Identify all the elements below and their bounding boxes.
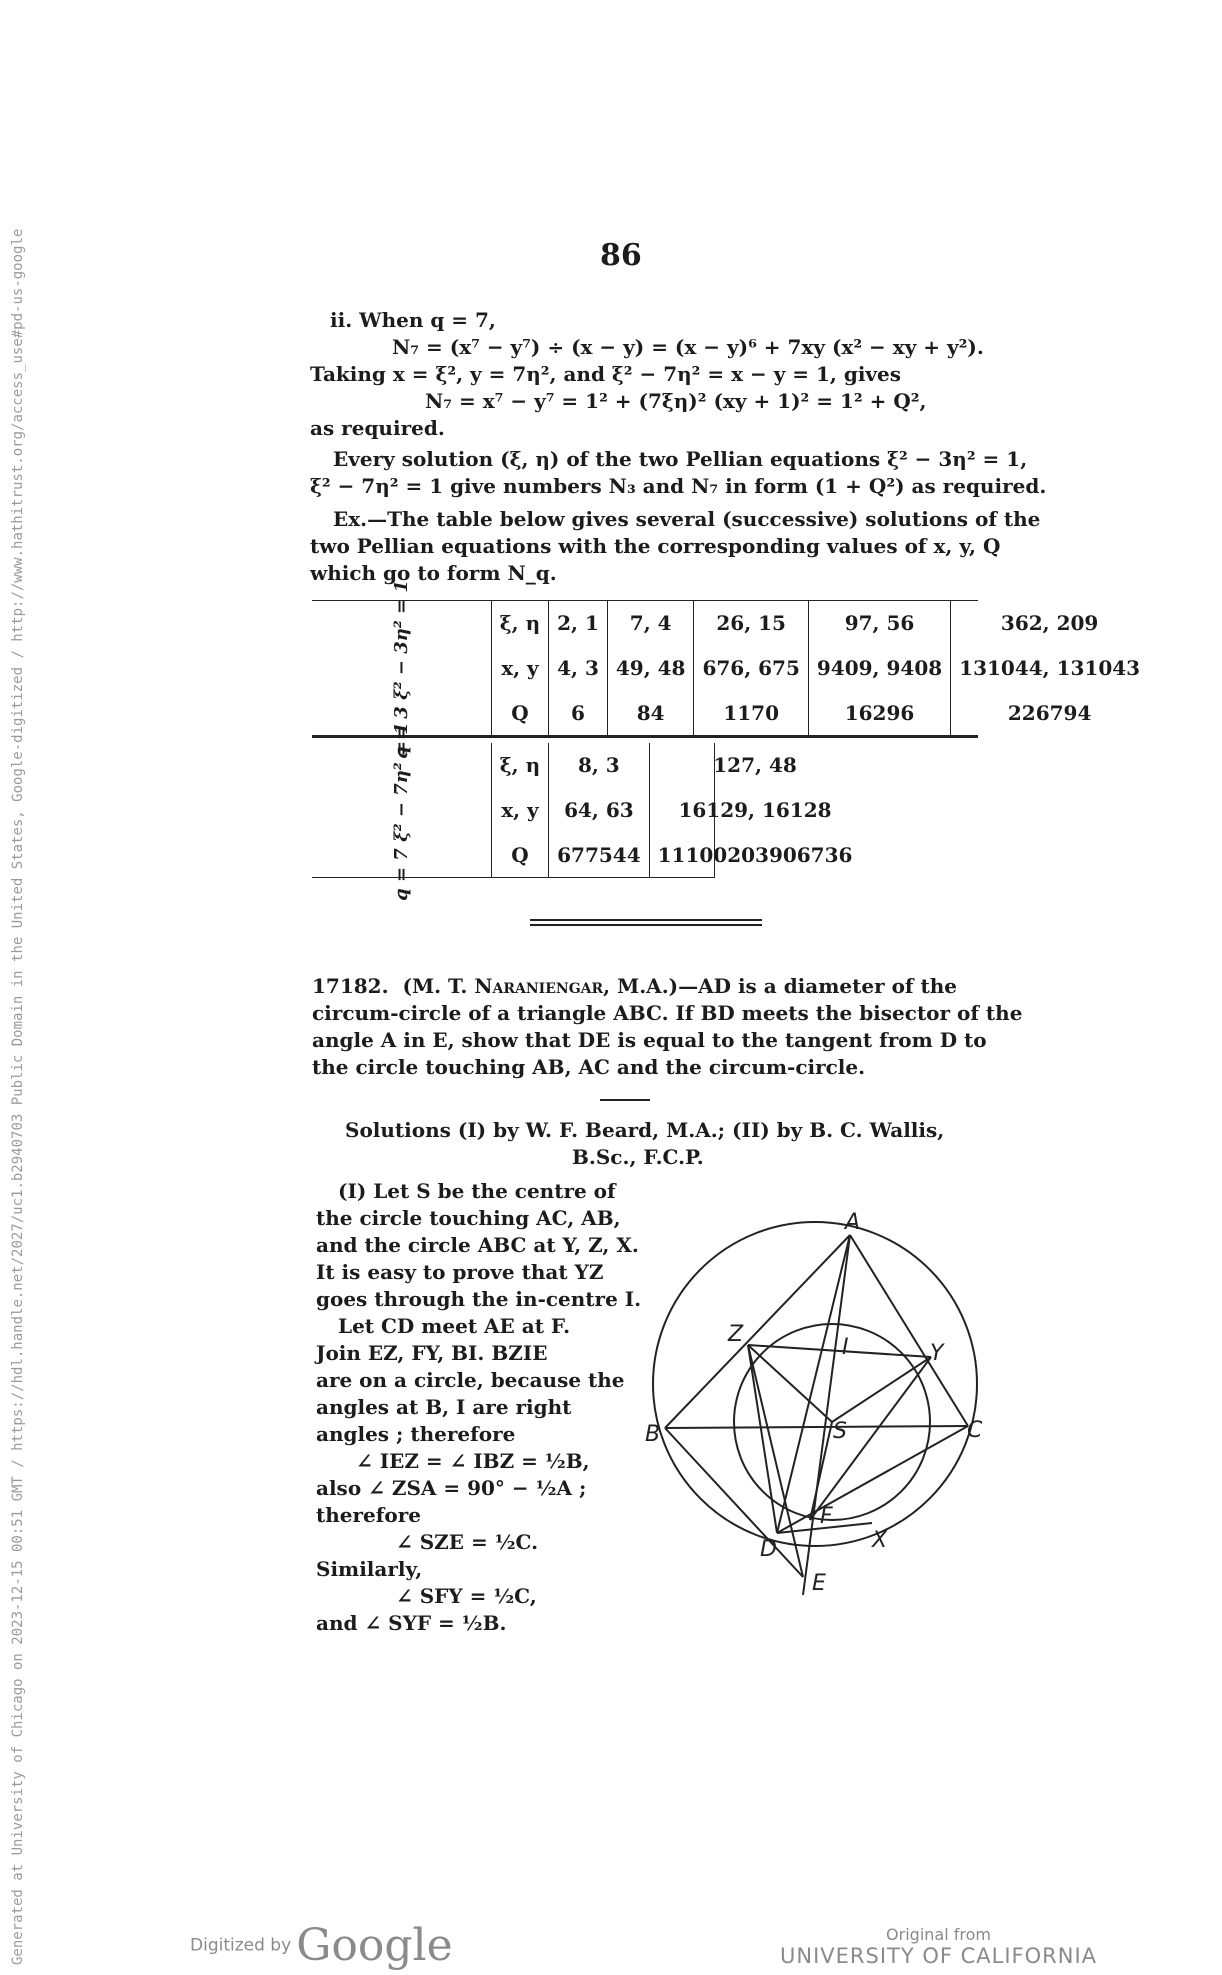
- section-divider: [530, 919, 762, 926]
- original-from-text: Original from: [886, 1925, 991, 1944]
- problem-line-3: angle A in E, show that DE is equal to the tangent from D to: [312, 1028, 987, 1052]
- problem-text-start: —AD is a diameter of the: [678, 974, 957, 998]
- solutions-heading-line-2: B.Sc., F.C.P.: [572, 1145, 704, 1169]
- table-q3-label: q = 3 ξ² − 3η² = 1: [390, 580, 412, 759]
- solution-line: are on a circle, because the: [316, 1368, 625, 1392]
- table-cell: 7, 4: [607, 601, 694, 646]
- label-c: C: [967, 1418, 983, 1443]
- table-q7: [312, 722, 853, 901]
- solutions-heading-line-1: Solutions (I) by W. F. Beard, M.A.; (II) by B. C. Wallis,: [345, 1118, 945, 1142]
- table-cell: 97, 56: [808, 601, 950, 646]
- table-cell: x, y: [491, 646, 548, 691]
- solution-text: [316, 1178, 642, 1637]
- table-row: [312, 601, 1148, 646]
- solution-line: ∠ SFY = ½C,: [396, 1584, 537, 1608]
- table-cell: 64, 63: [549, 788, 650, 833]
- label-b: B: [645, 1422, 661, 1447]
- table-cell: 16129, 16128: [649, 788, 860, 833]
- table-cell: x, y: [491, 788, 548, 833]
- every-solution-line-1: Every solution (ξ, η) of the two Pellian equations ξ² − 3η² = 1,: [333, 447, 1028, 471]
- university-text: UNIVERSITY OF CALIFORNIA: [780, 1944, 1098, 1968]
- solution-line: (I) Let S be the centre of: [338, 1179, 616, 1203]
- table-cell: 677544: [549, 832, 650, 877]
- label-i: I: [842, 1335, 849, 1360]
- table-q3: [312, 580, 1141, 759]
- equation-n7: N₇ = (x⁷ − y⁷) ÷ (x − y) = (x − y)⁶ + 7xy (x² − xy + y²).: [392, 335, 984, 359]
- label-x: X: [872, 1528, 888, 1553]
- label-d: D: [760, 1537, 777, 1562]
- table-cell: 226794: [951, 690, 1148, 735]
- google-logo: Google: [296, 1920, 453, 1971]
- solution-line: and ∠ SYF = ½B.: [316, 1611, 507, 1635]
- geometry-diagram: [630, 1200, 1010, 1620]
- table-cell: 6: [549, 690, 608, 735]
- solution-line: and the circle ABC at Y, Z, X.: [316, 1233, 639, 1257]
- solution-line: angles ; therefore: [316, 1422, 516, 1446]
- label-e: E: [812, 1571, 826, 1596]
- table-cell: 1170: [694, 690, 808, 735]
- label-a: A: [845, 1210, 861, 1235]
- solution-line: Join EZ, FY, BI. BZIE: [316, 1341, 548, 1365]
- line-zy: [748, 1345, 931, 1357]
- equation-n7-result: N₇ = x⁷ − y⁷ = 1² + (7ξη)² (xy + 1)² = 1² + Q²,: [425, 389, 927, 413]
- table-cell: 26, 15: [694, 601, 808, 646]
- as-required: as required.: [310, 416, 445, 440]
- table-cell: 127, 48: [649, 743, 860, 788]
- footer-original: [780, 1925, 1097, 1968]
- line-ad: [777, 1235, 850, 1533]
- table-cell: 8, 3: [549, 743, 650, 788]
- short-rule: [600, 1099, 650, 1101]
- table-cell: 49, 48: [607, 646, 694, 691]
- table-cell: 84: [607, 690, 694, 735]
- solution-line: It is easy to prove that YZ: [316, 1260, 604, 1284]
- table-q3-label-cell: [312, 580, 491, 759]
- taking-line: Taking x = ξ², y = 7η², and ξ² − 7η² = x − y = 1, gives: [310, 362, 902, 386]
- example-line-1: Ex.—The table below gives several (successive) solutions of the: [333, 507, 1041, 531]
- solution-line: also ∠ ZSA = 90° − ½A ;: [316, 1476, 587, 1500]
- table-cell: Q: [491, 832, 548, 877]
- table-row: [312, 743, 860, 788]
- footer-digitized: [190, 1920, 453, 1971]
- table-cell: 131044, 131043: [951, 646, 1148, 691]
- example-line-3: which go to form N_q.: [310, 561, 557, 585]
- line-zd: [748, 1345, 777, 1533]
- problem-line-1: [312, 973, 957, 1000]
- table-q7-label: q = 7 ξ² − 7η² = 1: [390, 722, 412, 901]
- example-line-2: two Pellian equations with the corresponding values of x, y, Q: [310, 534, 1001, 558]
- table-cell: Q: [491, 690, 548, 735]
- table-cell: ξ, η: [491, 743, 548, 788]
- line-ys: [832, 1357, 931, 1422]
- table-cell: 4, 3: [549, 646, 608, 691]
- table-q7-label-cell: [312, 722, 491, 901]
- solution-line: angles at B, I are right: [316, 1395, 572, 1419]
- line-bc: [665, 1426, 968, 1428]
- side-watermark: [0, 228, 64, 1975]
- problem-number: 17182.: [312, 974, 389, 998]
- label-y: Y: [930, 1341, 944, 1366]
- table-cell: ξ, η: [491, 601, 548, 646]
- solution-line: Let CD meet AE at F.: [338, 1314, 571, 1338]
- side-watermark-text: Generated at University of Chicago on 2023-12-15 00:51 GMT / https://hdl.handle.net/2027/uc1.b2940703 Public Domain in the United States, Google-digitized / http://www.hathitrust.org/access_use#pd-us-google: [10, 228, 26, 1965]
- line-cd: [777, 1426, 968, 1533]
- section-ii-heading: ii. When q = 7,: [330, 308, 496, 332]
- table-cell: 2, 1: [549, 601, 608, 646]
- label-s: S: [833, 1419, 847, 1444]
- label-z: Z: [728, 1322, 744, 1347]
- solution-line: ∠ SZE = ½C.: [396, 1530, 539, 1554]
- table-cell: 676, 675: [694, 646, 808, 691]
- page-number: 86: [600, 238, 642, 273]
- problem-line-2: circum-circle of a triangle ABC. If BD meets the bisector of the: [312, 1001, 1023, 1025]
- label-f: F: [820, 1504, 833, 1529]
- solution-line: ∠ IEZ = ∠ IBZ = ½B,: [356, 1449, 590, 1473]
- line-be: [665, 1428, 803, 1577]
- solution-line: therefore: [316, 1503, 421, 1527]
- solution-line: Similarly,: [316, 1557, 423, 1581]
- table-cell: 362, 209: [951, 601, 1148, 646]
- solution-line: goes through the in-centre I.: [316, 1287, 642, 1311]
- solution-line: the circle touching AC, AB,: [316, 1206, 621, 1230]
- digitized-by-text: Digitized by: [190, 1935, 292, 1956]
- line-ab: [665, 1235, 850, 1428]
- table-cell: 9409, 9408: [808, 646, 950, 691]
- table-cell: 16296: [808, 690, 950, 735]
- problem-line-4: the circle touching AB, AC and the circum-circle.: [312, 1055, 866, 1079]
- problem-author: (M. T. Naraniengar, M.A.): [402, 974, 679, 998]
- table-cell: 11100203906736: [649, 832, 860, 877]
- every-solution-line-2: ξ² − 7η² = 1 give numbers N₃ and N₇ in form (1 + Q²) as required.: [310, 474, 1047, 498]
